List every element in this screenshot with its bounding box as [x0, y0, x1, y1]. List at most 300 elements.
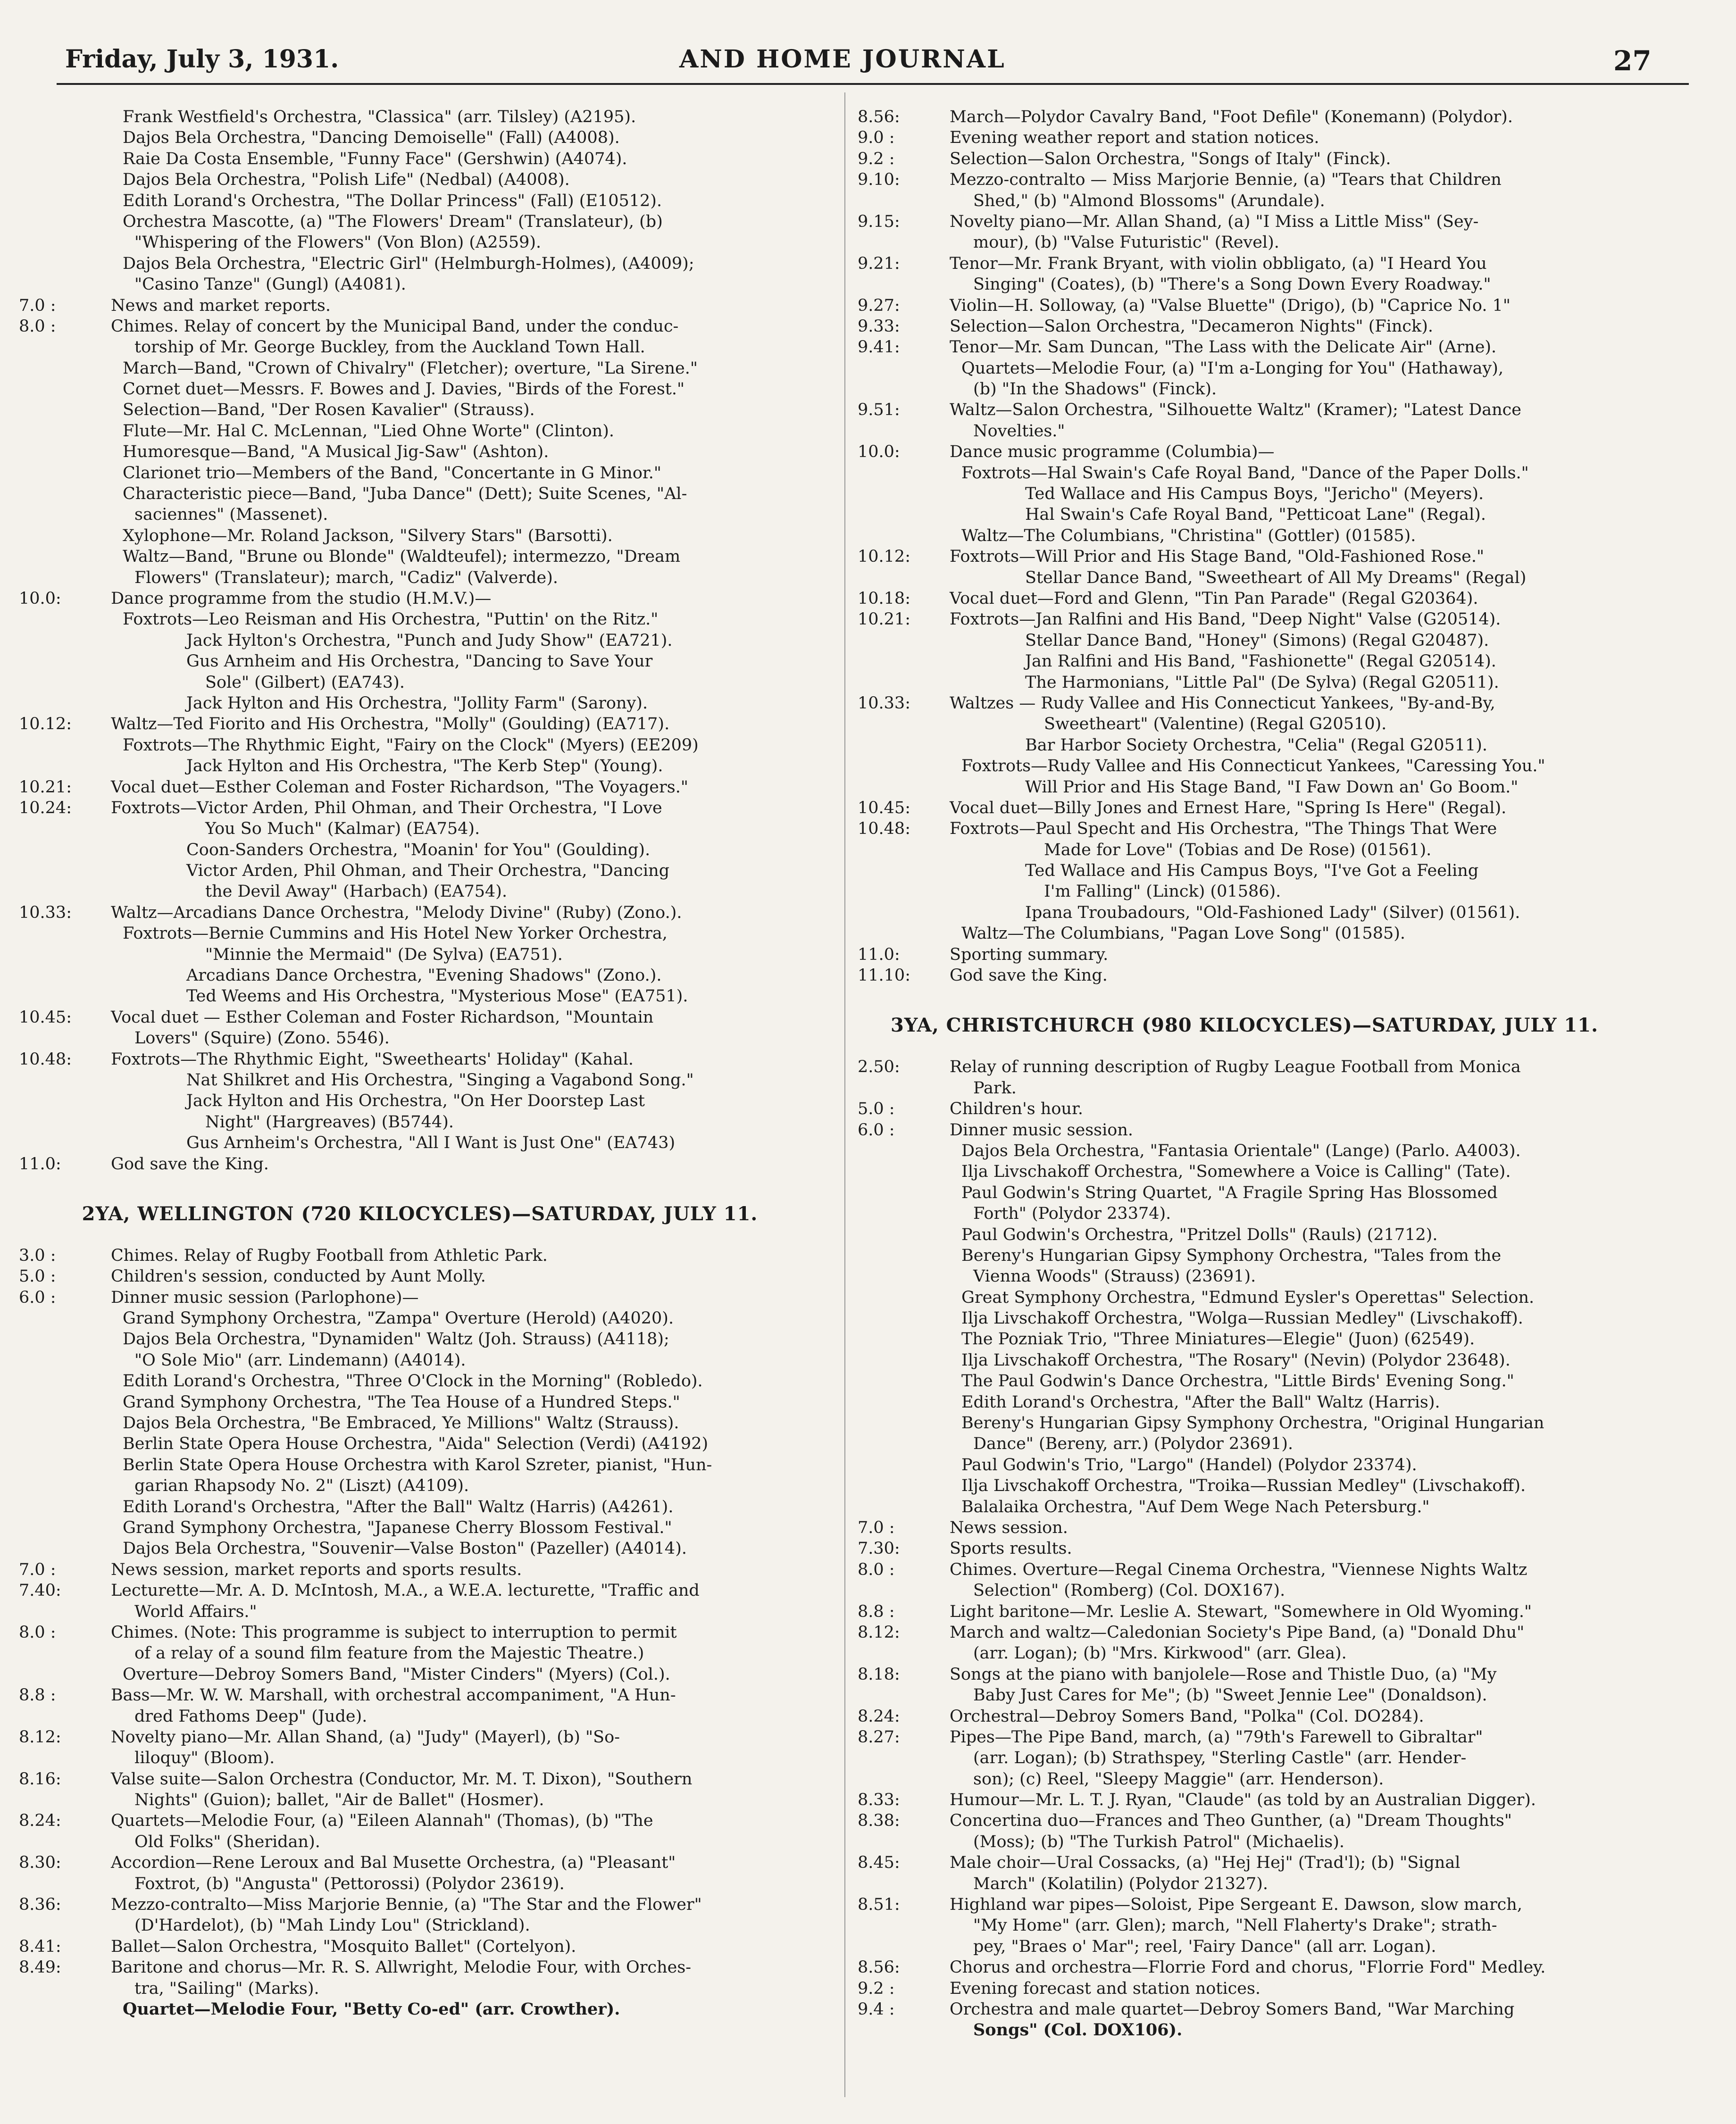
programme-line: [858, 923, 1631, 944]
programme-text: Singing" (Coates), (b) "There's a Song Down Every Roadway.": [973, 275, 1491, 294]
left-column: [19, 107, 821, 2020]
programme-line: [19, 756, 821, 776]
programme-line: [858, 1475, 1631, 1496]
time-label: 7.0 :: [19, 1560, 56, 1579]
programme-text: Baritone and chorus—Mr. R. S. Allwright, Melodie Four, with Orches-: [111, 1958, 692, 1977]
programme-line: [19, 1245, 821, 1266]
programme-text: Ballet—Salon Orchestra, "Mosquito Ballet" (Cortelyon).: [111, 1937, 576, 1956]
programme-text: Berlin State Opera House Orchestra with Karol Szreter, pianist, "Hun-: [123, 1455, 712, 1474]
programme-text: Foxtrots—The Rhythmic Eight, "Sweethearts' Holiday" (Kahal.: [111, 1050, 634, 1069]
programme-text: Overture—Debroy Somers Band, "Mister Cinders" (Myers) (Col.).: [123, 1665, 670, 1684]
time-label: 11.0:: [19, 1154, 61, 1174]
time-label: 8.0 :: [858, 1560, 895, 1579]
programme-line: [19, 546, 821, 567]
programme-text: Tenor—Mr. Sam Duncan, "The Lass with the Delicate Air" (Arne).: [950, 338, 1497, 357]
programme-line: [858, 1392, 1631, 1413]
time-label: 10.0:: [858, 442, 900, 462]
programme-text: Mezzo-contralto—Miss Marjorie Bennie, (a) "The Star and the Flower": [111, 1895, 702, 1915]
page-number: 27: [1613, 45, 1652, 77]
programme-line: [19, 944, 821, 965]
programme-line: [858, 525, 1631, 546]
programme-text: Paul Godwin's Trio, "Largo" (Handel) (Polydor 23374).: [961, 1455, 1417, 1474]
programme-line: [19, 483, 821, 504]
programme-text: the Devil Away" (Harbach) (EA754).: [205, 882, 508, 901]
programme-text: Cornet duet—Messrs. F. Bowes and J. Davies, "Birds of the Forest.": [123, 380, 685, 399]
programme-text: Chimes. Relay of concert by the Municipal Band, under the conduc-: [111, 317, 679, 336]
programme-line: [19, 127, 821, 148]
time-label: 9.15:: [858, 212, 900, 231]
programme-text: Arcadians Dance Orchestra, "Evening Shadows" (Zono.).: [186, 966, 662, 985]
programme-line: [19, 253, 821, 274]
programme-text: Ted Wallace and His Campus Boys, "Jericho" (Meyers).: [1025, 484, 1484, 504]
programme-line: [858, 1790, 1631, 1810]
programme-text: Selection—Band, "Der Rosen Kavalier" (Strauss).: [123, 400, 535, 420]
programme-line: [19, 1266, 821, 1287]
programme-line: [858, 756, 1631, 776]
programme-line: [19, 1517, 821, 1538]
programme-text: Bereny's Hungarian Gipsy Symphony Orchestra, "Original Hungarian: [961, 1414, 1544, 1433]
programme-text: (arr. Logan); (b) Strathspey, "Sterling Castle" (arr. Hender-: [973, 1749, 1467, 1768]
programme-text: Vocal duet—Ford and Glenn, "Tin Pan Parade" (Regal G20364).: [950, 589, 1478, 608]
time-label: 9.0 :: [858, 128, 895, 148]
programme-text: Evening forecast and station notices.: [950, 1979, 1261, 1998]
programme-text: Jack Hylton's Orchestra, "Punch and Judy Show" (EA721).: [186, 631, 673, 650]
station-heading-text: 3YA, CHRISTCHURCH (980 KILOCYCLES)—SATURDAY, JULY 11.: [890, 1014, 1599, 1037]
programme-line: [858, 735, 1631, 756]
programme-line: [858, 1517, 1631, 1538]
programme-text: Raie Da Costa Ensemble, "Funny Face" (Gershwin) (A4074).: [123, 149, 627, 168]
programme-line: [19, 149, 821, 169]
programme-text: Grand Symphony Orchestra, "The Tea House of a Hundred Steps.": [123, 1392, 680, 1412]
programme-line: [19, 1371, 821, 1391]
programme-line: [858, 211, 1631, 232]
programme-line: [19, 860, 821, 881]
time-label: 8.8 :: [858, 1602, 895, 1621]
programme-line: [858, 1455, 1631, 1475]
programme-text: (D'Hardelot), (b) "Mah Lindy Lou" (Strickland).: [134, 1916, 530, 1935]
programme-line: [858, 1727, 1631, 1748]
programme-line: [19, 714, 821, 734]
programme-text: Edith Lorand's Orchestra, "The Dollar Princess" (Fall) (E10512).: [123, 191, 662, 210]
time-label: 10.12:: [858, 547, 910, 566]
programme-text: Foxtrots—Rudy Vallee and His Connecticut Yankees, "Caressing You.": [961, 757, 1545, 776]
programme-text: God save the King.: [950, 966, 1108, 985]
programme-text: Ted Weems and His Orchestra, "Mysterious Mose" (EA751).: [186, 987, 688, 1006]
programme-line: [19, 191, 821, 211]
programme-line: [858, 191, 1631, 211]
programme-line: [858, 379, 1631, 400]
programme-text: The Pozniak Trio, "Three Miniatures—Elegie" (Juon) (62549).: [961, 1330, 1475, 1349]
programme-line: [858, 672, 1631, 693]
programme-text: saciennes" (Massenet).: [134, 505, 328, 525]
programme-line: [19, 107, 821, 127]
programme-text: The Harmonians, "Little Pal" (De Sylva) (Regal G20511).: [1025, 673, 1499, 692]
programme-line: [858, 902, 1631, 923]
programme-line: [858, 1099, 1631, 1119]
programme-text: Foxtrot, (b) "Angusta" (Pettorossi) (Polydor 23619).: [134, 1874, 565, 1893]
journal-title: AND HOME JOURNAL: [679, 45, 1006, 74]
time-label: 10.21:: [858, 610, 910, 629]
time-label: 6.0 :: [858, 1120, 895, 1140]
programme-line: [858, 1894, 1631, 1915]
programme-text: Ilja Livschakoff Orchestra, "Wolga—Russian Medley" (Livschakoff).: [961, 1309, 1523, 1328]
programme-text: "Minnie the Mermaid" (De Sylva) (EA751).: [205, 945, 563, 964]
programme-line: [858, 274, 1631, 295]
programme-line: [858, 1497, 1631, 1517]
programme-line: [858, 1622, 1631, 1643]
programme-text: Novelty piano—Mr. Allan Shand, (a) "Judy" (Mayerl), (b) "So-: [111, 1727, 620, 1747]
programme-line: [858, 1183, 1631, 1203]
time-label: 8.36:: [19, 1895, 61, 1915]
time-label: 10.0:: [19, 589, 61, 608]
time-label: 9.2 :: [858, 149, 895, 168]
programme-line: [19, 1706, 821, 1727]
programme-text: Jack Hylton and His Orchestra, "The Kerb Step" (Young).: [186, 757, 663, 776]
programme-text: (b) "In the Shadows" (Finck).: [973, 380, 1217, 399]
time-label: 5.0 :: [858, 1099, 895, 1119]
programme-text: mour), (b) "Valse Futuristic" (Revel).: [973, 233, 1279, 252]
programme-text: Concertina duo—Frances and Theo Gunther, (a) "Dream Thoughts": [950, 1811, 1512, 1831]
programme-text: Novelty piano—Mr. Allan Shand, (a) "I Miss a Little Miss" (Sey-: [950, 212, 1479, 231]
programme-text: Ilja Livschakoff Orchestra, "Somewhere a Voice is Calling" (Tate).: [961, 1162, 1511, 1182]
programme-line: [19, 400, 821, 420]
time-label: 8.56:: [858, 1958, 900, 1977]
programme-text: Dance" (Bereny, arr.) (Polydor 23691).: [973, 1434, 1294, 1454]
time-label: 8.41:: [19, 1937, 61, 1956]
programme-text: garian Rhapsody No. 2" (Liszt) (A4109).: [134, 1476, 469, 1496]
programme-line: [19, 1601, 821, 1622]
programme-text: Dajos Bela Orchestra, "Electric Girl" (Helmburgh-Holmes), (A4009);: [123, 254, 694, 273]
time-label: 8.27:: [858, 1727, 900, 1747]
programme-line: [858, 1957, 1631, 1978]
programme-line: [19, 1308, 821, 1329]
time-label: 3.0 :: [19, 1246, 56, 1265]
programme-text: Flute—Mr. Hal C. McLennan, "Lied Ohne Worte" (Clinton).: [123, 421, 615, 441]
programme-line: [19, 1748, 821, 1768]
programme-text: Stellar Dance Band, "Sweetheart of All My Dreams" (Regal): [1025, 568, 1527, 587]
programme-text: Old Folks" (Sheridan).: [134, 1832, 320, 1851]
programme-text: Dinner music session (Parlophone)—: [111, 1288, 419, 1307]
time-label: 10.45:: [19, 1008, 72, 1027]
programme-text: Highland war pipes—Soloist, Pipe Sergeant E. Dawson, slow march,: [950, 1895, 1522, 1915]
programme-text: Dajos Bela Orchestra, "Dynamiden" Waltz (Joh. Strauss) (A4118);: [123, 1330, 669, 1349]
programme-text: Gus Arnheim and His Orchestra, "Dancing to Save Your: [186, 652, 653, 671]
programme-text: Sweetheart" (Valentine) (Regal G20510).: [1044, 715, 1387, 734]
programme-text: Selection—Salon Orchestra, "Songs of Italy" (Finck).: [950, 149, 1391, 168]
time-label: 9.4 :: [858, 1999, 895, 2019]
programme-line: [19, 1112, 821, 1133]
programme-line: [19, 525, 821, 546]
programme-line: [858, 609, 1631, 630]
programme-text: (arr. Logan); (b) "Mrs. Kirkwood" (arr. Glea).: [973, 1644, 1347, 1663]
programme-text: Jack Hylton and His Orchestra, "Jollity Farm" (Sarony).: [186, 693, 648, 713]
programme-text: son); (c) Reel, "Sleepy Maggie" (arr. Henderson).: [973, 1769, 1384, 1789]
programme-line: [858, 1350, 1631, 1371]
programme-line: [858, 1329, 1631, 1349]
programme-text: Waltz—The Columbians, "Pagan Love Song" (01585).: [961, 924, 1406, 943]
programme-text: Grand Symphony Orchestra, "Japanese Cherry Blossom Festival.": [123, 1518, 672, 1537]
programme-text: Mezzo-contralto — Miss Marjorie Bennie, (a) "Tears that Children: [950, 170, 1502, 190]
time-label: 7.0 :: [19, 296, 56, 315]
programme-line: [19, 1350, 821, 1371]
column-divider: [844, 92, 845, 2097]
time-label: 11.10:: [858, 966, 910, 985]
programme-text: Forth" (Polydor 23374).: [973, 1204, 1171, 1224]
programme-text: Foxtrots—Hal Swain's Cafe Royal Band, "Dance of the Paper Dolls.": [961, 463, 1529, 483]
time-label: 6.0 :: [19, 1288, 56, 1307]
programme-line: [19, 1936, 821, 1957]
programme-text: The Paul Godwin's Dance Orchestra, "Little Birds' Evening Song.": [961, 1372, 1514, 1391]
programme-line: [858, 1203, 1631, 1224]
right-column: [858, 107, 1631, 2041]
programme-line: [19, 1133, 821, 1153]
programme-line: [858, 965, 1631, 986]
programme-line: [19, 1413, 821, 1433]
programme-text: News and market reports.: [111, 296, 331, 315]
programme-text: Valse suite—Salon Orchestra (Conductor, Mr. M. T. Dixon), "Southern: [111, 1769, 693, 1789]
programme-text: Orchestra Mascotte, (a) "The Flowers' Dream" (Translateur), (b): [123, 212, 663, 231]
programme-text: Dajos Bela Orchestra, "Polish Life" (Nedbal) (A4008).: [123, 170, 570, 190]
programme-text: Vocal duet — Esther Coleman and Foster Richardson, "Mountain: [111, 1008, 654, 1027]
programme-text: "Casino Tanze" (Gungl) (A4081).: [134, 275, 406, 294]
programme-line: [858, 400, 1631, 420]
programme-text: liloquy" (Bloom).: [134, 1749, 275, 1768]
programme-line: [858, 1874, 1631, 1894]
programme-line: [858, 588, 1631, 609]
programme-line: [19, 1497, 821, 1517]
programme-text: Evening weather report and station notices.: [950, 128, 1319, 148]
programme-line: [19, 1790, 821, 1810]
time-label: 2.50:: [858, 1058, 900, 1077]
time-label: 10.48:: [858, 819, 910, 839]
time-label: 10.45:: [858, 798, 910, 817]
station-heading-text: 2YA, WELLINGTON (720 KILOCYCLES)—SATURDAY, JULY 11.: [82, 1202, 758, 1225]
programme-line: [19, 1049, 821, 1070]
programme-line: [858, 714, 1631, 734]
programme-line: [858, 546, 1631, 567]
programme-line: [19, 169, 821, 190]
programme-line: [858, 1643, 1631, 1664]
programme-text: Bass—Mr. W. W. Marshall, with orchestral accompaniment, "A Hun-: [111, 1686, 676, 1705]
programme-line: [858, 1141, 1631, 1161]
programme-line: [19, 1091, 821, 1111]
programme-line: [19, 986, 821, 1007]
time-label: 9.41:: [858, 338, 900, 357]
programme-text: Frank Westfield's Orchestra, "Classica" (arr. Tilsley) (A2195).: [123, 108, 636, 126]
programme-line: [858, 295, 1631, 316]
station-heading: [19, 1174, 821, 1245]
programme-text: Clarionet trio—Members of the Band, "Concertante in G Minor.": [123, 463, 662, 483]
programme-text: March—Band, "Crown of Chivalry" (Fletcher); overture, "La Sirene.": [123, 358, 698, 378]
programme-text: Bar Harbor Society Orchestra, "Celia" (Regal G20511).: [1025, 735, 1488, 755]
time-label: 10.18:: [858, 589, 910, 608]
programme-line: [19, 1580, 821, 1601]
programme-text: Lovers" (Squire) (Zono. 5546).: [134, 1029, 390, 1048]
programme-line: [858, 860, 1631, 881]
programme-line: [858, 441, 1631, 462]
programme-line: [19, 567, 821, 588]
programme-text: Violin—H. Solloway, (a) "Valse Bluette" (Drigo), (b) "Caprice No. 1": [950, 296, 1511, 315]
programme-line: [858, 1120, 1631, 1141]
programme-line: [858, 1433, 1631, 1454]
programme-line: [19, 441, 821, 462]
programme-line: [19, 735, 821, 756]
programme-line: [19, 1028, 821, 1049]
programme-line: [19, 379, 821, 400]
programme-text: Quartet—Melodie Four, "Betty Co-ed" (arr. Crowther).: [123, 1999, 620, 2019]
programme-line: [858, 107, 1631, 127]
programme-text: Foxtrots—Paul Specht and His Orchestra, "The Things That Were: [950, 819, 1497, 839]
programme-line: [19, 274, 821, 295]
programme-line: [19, 630, 821, 651]
programme-text: March—Polydor Cavalry Band, "Foot Defile" (Konemann) (Polydor).: [950, 108, 1513, 126]
programme-text: Foxtrots—Will Prior and His Stage Band, "Old-Fashioned Rose.": [950, 547, 1485, 566]
programme-text: Nat Shilkret and His Orchestra, "Singing a Vagabond Song.": [186, 1070, 694, 1090]
time-label: 7.0 :: [858, 1518, 895, 1537]
programme-text: Orchestra and male quartet—Debroy Somers Band, "War Marching: [950, 1999, 1515, 2019]
programme-line: [19, 1978, 821, 1999]
programme-text: Tenor—Mr. Frank Bryant, with violin obbligato, (a) "I Heard You: [950, 254, 1487, 273]
programme-text: Novelties.": [973, 421, 1065, 441]
programme-line: [19, 840, 821, 860]
programme-line: [858, 1601, 1631, 1622]
programme-line: [19, 337, 821, 358]
programme-text: Ilja Livschakoff Orchestra, "The Rosary" (Nevin) (Polydor 23648).: [961, 1350, 1511, 1370]
programme-line: [19, 902, 821, 923]
programme-text: Park.: [973, 1078, 1017, 1098]
programme-line: [858, 1057, 1631, 1077]
programme-line: [19, 923, 821, 944]
programme-text: Waltz—Arcadians Dance Orchestra, "Melody Divine" (Ruby) (Zono.).: [111, 903, 682, 922]
time-label: 9.33:: [858, 317, 900, 336]
programme-text: Humour—Mr. L. T. J. Ryan, "Claude" (as told by an Australian Digger).: [950, 1791, 1536, 1810]
programme-text: Ilja Livschakoff Orchestra, "Troika—Russian Medley" (Livschakoff).: [961, 1476, 1526, 1496]
programme-line: [858, 1685, 1631, 1706]
programme-text: Waltz—Band, "Brune ou Blonde" (Waldteufel); intermezzo, "Dream: [123, 547, 681, 566]
programme-line: [19, 588, 821, 609]
programme-line: [19, 1810, 821, 1831]
programme-text: You So Much" (Kalmar) (EA754).: [205, 819, 480, 839]
programme-text: Sports results.: [950, 1539, 1072, 1558]
programme-text: Shed," (b) "Almond Blossoms" (Arundale).: [973, 191, 1325, 210]
programme-line: [19, 1727, 821, 1748]
programme-text: Chimes. Overture—Regal Cinema Orchestra, "Viennese Nights Waltz: [950, 1560, 1527, 1579]
time-label: 10.33:: [858, 693, 910, 713]
programme-text: Chimes. Relay of Rugby Football from Athletic Park.: [111, 1246, 548, 1265]
programme-text: Edith Lorand's Orchestra, "After the Ball" Waltz (Harris) (A4261).: [123, 1497, 674, 1516]
programme-line: [19, 1999, 821, 2020]
programme-text: Night" (Hargreaves) (B5744).: [205, 1112, 454, 1132]
programme-text: Flowers" (Translateur); march, "Cadiz" (Valverde).: [134, 568, 559, 587]
programme-line: [19, 1392, 821, 1413]
programme-line: [858, 358, 1631, 379]
programme-line: [858, 630, 1631, 651]
programme-text: dred Fathoms Deep" (Jude).: [134, 1707, 367, 1726]
programme-line: [858, 169, 1631, 190]
programme-text: Chimes. (Note: This programme is subject to interruption to permit: [111, 1623, 677, 1642]
programme-line: [19, 1329, 821, 1349]
programme-line: [19, 316, 821, 337]
programme-line: [858, 1810, 1631, 1831]
programme-line: [858, 1915, 1631, 1936]
time-label: 8.18:: [858, 1665, 900, 1684]
time-label: 10.21:: [19, 777, 72, 797]
programme-text: Jack Hylton and His Orchestra, "On Her Doorstep Last: [186, 1091, 645, 1111]
programme-text: tra, "Sailing" (Marks).: [134, 1979, 319, 1998]
programme-line: [858, 818, 1631, 839]
programme-line: [19, 1475, 821, 1496]
programme-text: Songs at the piano with banjolele—Rose and Thistle Duo, (a) "My: [950, 1665, 1497, 1684]
time-label: 8.0 :: [19, 317, 56, 336]
time-label: 8.8 :: [19, 1686, 56, 1705]
time-label: 5.0 :: [19, 1267, 56, 1286]
programme-line: [858, 1769, 1631, 1790]
programme-line: [19, 463, 821, 483]
programme-text: Gus Arnheim's Orchestra, "All I Want is Just One" (EA743): [186, 1133, 676, 1153]
programme-line: [858, 1266, 1631, 1287]
programme-text: Ted Wallace and His Campus Boys, "I've Got a Feeling: [1025, 861, 1479, 881]
programme-text: Xylophone—Mr. Roland Jackson, "Silvery Stars" (Barsotti).: [123, 526, 613, 545]
programme-line: [858, 777, 1631, 798]
time-label: 8.24:: [858, 1707, 900, 1726]
programme-text: Dajos Bela Orchestra, "Fantasia Orientale" (Lange) (Parlo. A4003).: [961, 1141, 1521, 1160]
programme-text: Characteristic piece—Band, "Juba Dance" (Dett); Suite Scenes, "Al-: [123, 484, 687, 504]
programme-text: Sporting summary.: [950, 945, 1109, 964]
programme-text: Balalaika Orchestra, "Auf Dem Wege Nach Petersburg.": [961, 1497, 1430, 1516]
programme-line: [19, 295, 821, 316]
programme-line: [19, 1664, 821, 1685]
time-label: 8.49:: [19, 1958, 61, 1977]
programme-line: [858, 2020, 1631, 2041]
programme-line: [858, 1161, 1631, 1182]
programme-text: of a relay of a sound film feature from the Majestic Theatre.): [134, 1644, 644, 1663]
programme-text: Orchestral—Debroy Somers Band, "Polka" (Col. DO284).: [950, 1707, 1424, 1726]
programme-line: [19, 818, 821, 839]
programme-text: Baby Just Cares for Me"; (b) "Sweet Jennie Lee" (Donaldson).: [973, 1686, 1487, 1705]
programme-line: [858, 463, 1631, 483]
programme-text: Edith Lorand's Orchestra, "Three O'Clock in the Morning" (Robledo).: [123, 1372, 703, 1391]
time-label: 8.12:: [19, 1727, 61, 1747]
programme-line: [858, 1664, 1631, 1685]
programme-text: Grand Symphony Orchestra, "Zampa" Overture (Herold) (A4020).: [123, 1309, 674, 1328]
programme-text: Light baritone—Mr. Leslie A. Stewart, "Somewhere in Old Wyoming.": [950, 1602, 1532, 1621]
programme-line: [19, 1643, 821, 1664]
programme-text: March" (Kolatilin) (Polydor 21327).: [973, 1874, 1269, 1893]
programme-line: [858, 693, 1631, 714]
programme-text: News session.: [950, 1518, 1068, 1537]
programme-text: Dance music programme (Columbia)—: [950, 442, 1275, 462]
programme-line: [19, 1957, 821, 1978]
programme-text: Dinner music session.: [950, 1120, 1134, 1140]
programme-text: Quartets—Melodie Four, (a) "Eileen Alannah" (Thomas), (b) "The: [111, 1811, 653, 1831]
programme-text: Will Prior and His Stage Band, "I Faw Down an' Go Boom.": [1025, 777, 1519, 797]
programme-text: Foxtrots—Leo Reisman and His Orchestra, "Puttin' on the Ritz.": [123, 610, 659, 629]
programme-text: Humoresque—Band, "A Musical Jig-Saw" (Ashton).: [123, 442, 549, 462]
programme-line: [19, 1894, 821, 1915]
time-label: 9.10:: [858, 170, 900, 190]
programme-text: Foxtrots—Jan Ralfini and His Band, "Deep Night" Valse (G20514).: [950, 610, 1501, 629]
programme-line: [858, 232, 1631, 253]
programme-text: March and waltz—Caledonian Society's Pipe Band, (a) "Donald Dhu": [950, 1623, 1525, 1642]
programme-line: [858, 421, 1631, 441]
programme-line: [858, 1078, 1631, 1099]
programme-line: [19, 1832, 821, 1852]
time-label: 11.0:: [858, 945, 900, 964]
programme-line: [19, 1685, 821, 1706]
programme-line: [19, 421, 821, 441]
time-label: 10.33:: [19, 903, 72, 922]
programme-line: [858, 1287, 1631, 1308]
